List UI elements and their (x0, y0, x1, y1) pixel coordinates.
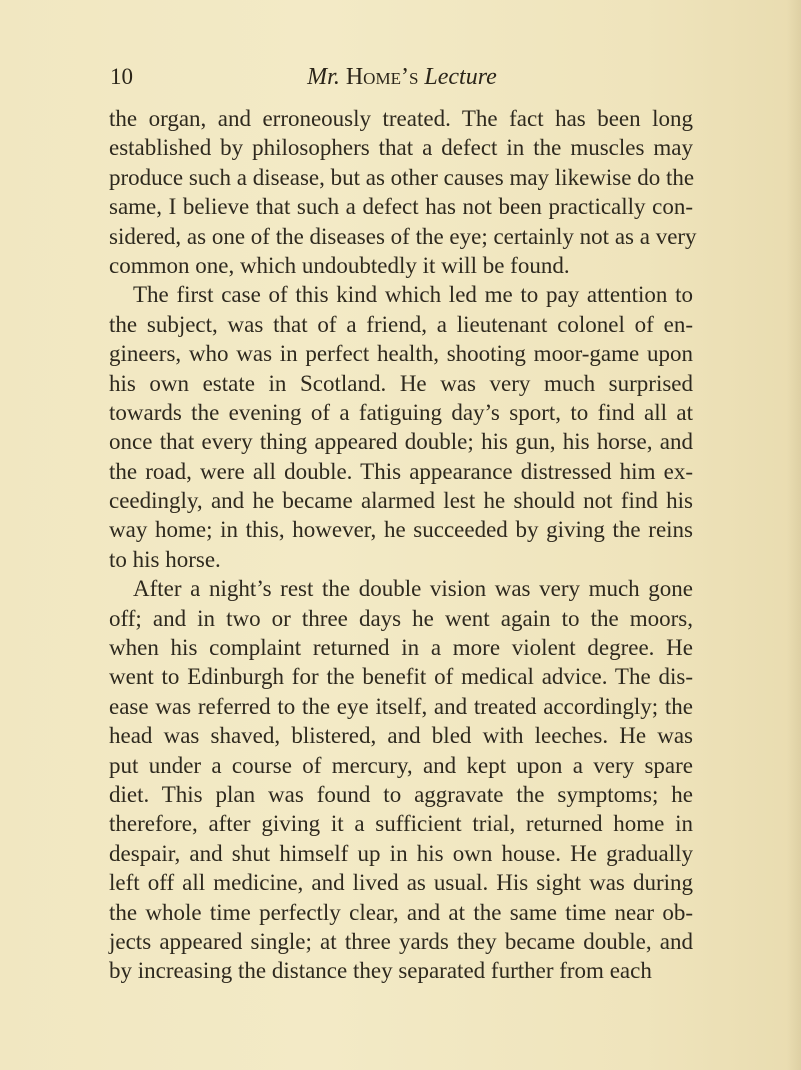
paragraph (109, 104, 697, 280)
text-line: produce such a disease, but as other causes may likewise do the (109, 164, 695, 190)
text-line: despair, and shut himself up in his own house. He gradually (109, 840, 693, 866)
text-line: common one, which undoubtedly it will be found. (109, 252, 570, 278)
running-title-suffix: Lecture (424, 64, 497, 90)
text-line: put under a course of mercury, and kept upon a very spare (109, 752, 693, 778)
text-line: therefore, after giving it a sufficient trial, returned home in (109, 811, 693, 837)
text-line: to his horse. (109, 546, 221, 572)
text-line: the subject, was that of a friend, a lieutenant colonel of en- (109, 311, 693, 337)
text-line: by increasing the distance they separated further from each (109, 958, 652, 984)
running-title-name: Home’s (345, 64, 419, 90)
page-number: 10 (110, 64, 133, 89)
text-line: head was shaved, blistered, and bled with leeches. He was (109, 723, 693, 749)
text-line: sidered, as one of the diseases of the eye; certainly not as a very (109, 223, 697, 249)
text-line: the whole time perfectly clear, and at the same time near ob- (109, 899, 693, 925)
text-line: diet. This plan was found to aggravate the symptoms; he (109, 781, 693, 807)
text-line: went to Edinburgh for the benefit of medical advice. The dis- (109, 664, 693, 690)
text-line: once that every thing appeared double; his gun, his horse, and (109, 429, 693, 455)
text-line: when his complaint returned in a more violent degree. He (109, 635, 693, 661)
text-line: the road, were all double. This appearance distressed him ex- (109, 458, 693, 484)
text-line: jects appeared single; at three yards they became double, and (109, 928, 693, 954)
text-line: left off all medicine, and lived as usual. His sight was during (109, 870, 693, 896)
page-header (110, 64, 694, 96)
paragraph (109, 574, 693, 985)
text-line: ease was referred to the eye itself, and treated accordingly; the (109, 693, 693, 719)
text-line: his own estate in Scotland. He was very much surprised (109, 370, 693, 396)
text-line: the organ, and erroneously treated. The fact has been long (109, 106, 693, 131)
text-line: established by philosophers that a defect in the muscles may (109, 135, 693, 161)
text-line: gineers, who was in perfect health, shooting moor-game upon (109, 341, 693, 367)
text-line: ceedingly, and he became alarmed lest he should not find his (109, 488, 693, 514)
text-line: off; and in two or three days he went again to the moors, (109, 605, 693, 631)
text-line: way home; in this, however, he succeeded by giving the reins (109, 517, 693, 543)
text-line: The first case of this kind which led me to pay attention to (133, 282, 693, 308)
body-text (109, 104, 697, 986)
paragraph (109, 280, 693, 574)
page-edge-shadow (787, 0, 801, 1070)
text-line: After a night’s rest the double vision was very much gone (133, 576, 693, 602)
running-title (110, 64, 694, 91)
text-line: towards the evening of a fatiguing day’s sport, to find all at (109, 399, 693, 425)
text-line: same, I believe that such a defect has not been practically con- (109, 194, 693, 220)
running-title-prefix: Mr. (307, 64, 340, 90)
